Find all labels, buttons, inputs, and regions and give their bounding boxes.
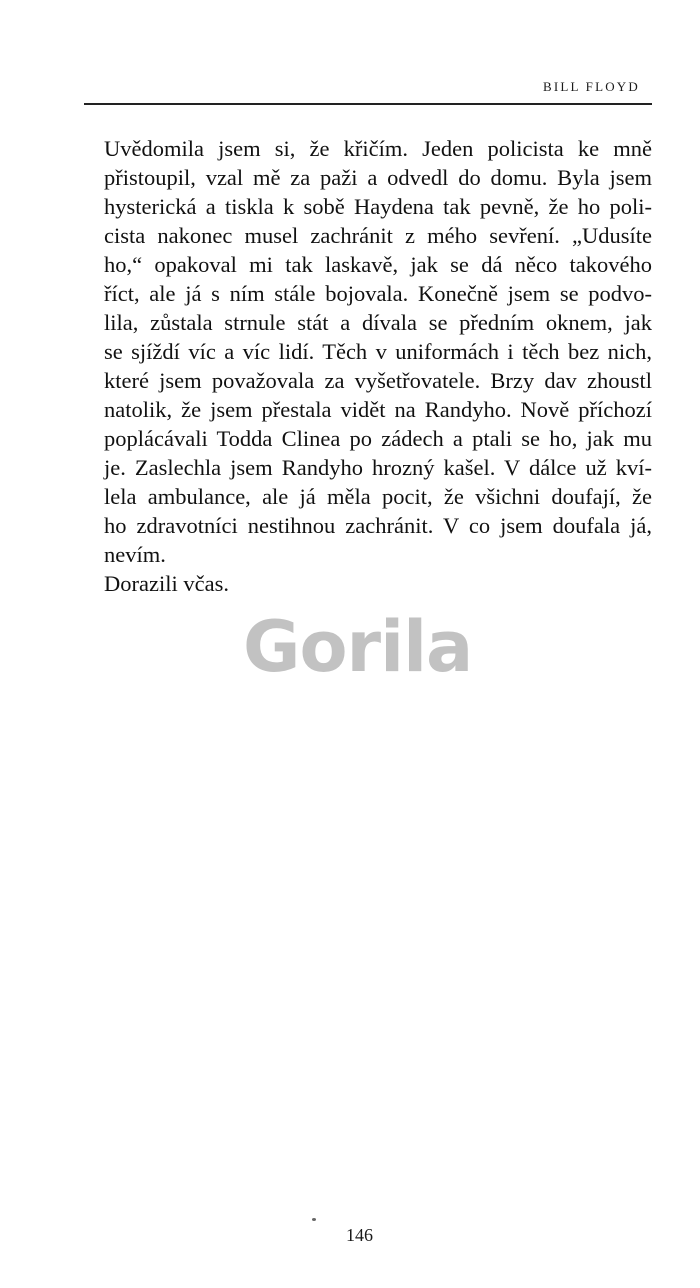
body-text [104,134,652,598]
text-line: poplácávali Todda Clinea po zádech a ptali se ho, jak mu [104,426,652,451]
text-line: přistoupil, vzal mě za paži a odvedl do domu. Byla jsem [104,165,652,190]
text-line: říct, ale já s ním stále bojovala. Konečně jsem se podvo- [104,281,652,306]
text-line: které jsem považovala za vyšetřovatele. Brzy dav zhoustl [104,368,652,393]
text-line: cista nakonec musel zachránit z mého sevření. „Udusíte [104,223,652,248]
text-line: nevím. [104,542,166,567]
text-line: lila, zůstala strnule stát a dívala se předním oknem, jak [104,310,652,335]
text-line: Dorazili včas. [104,571,229,596]
text-line: hysterická a tiskla k sobě Haydena tak pevně, že ho poli- [104,194,652,219]
watermark-logo: Gorila [243,606,473,688]
text-line: ho zdravotníci nestihnou zachránit. V co jsem doufala já, [104,513,652,538]
running-head: BILL FLOYD [543,79,640,94]
page-number: 146 [346,1225,373,1245]
header-rule [84,103,652,105]
text-line: ho,“ opakoval mi tak laskavě, jak se dá něco takového [104,252,652,277]
text-line: se sjíždí víc a víc lidí. Těch v uniformách i těch bez nich, [104,339,652,364]
text-line: lela ambulance, ale já měla pocit, že všichni doufají, že [104,484,652,509]
text-line: je. Zaslechla jsem Randyho hrozný kašel. V dálce už kví- [104,455,652,480]
print-speck [312,1218,316,1221]
text-line: Uvědomila jsem si, že křičím. Jeden policista ke mně [104,136,652,161]
text-line: natolik, že jsem přestala vidět na Randyho. Nově příchozí [104,397,652,422]
